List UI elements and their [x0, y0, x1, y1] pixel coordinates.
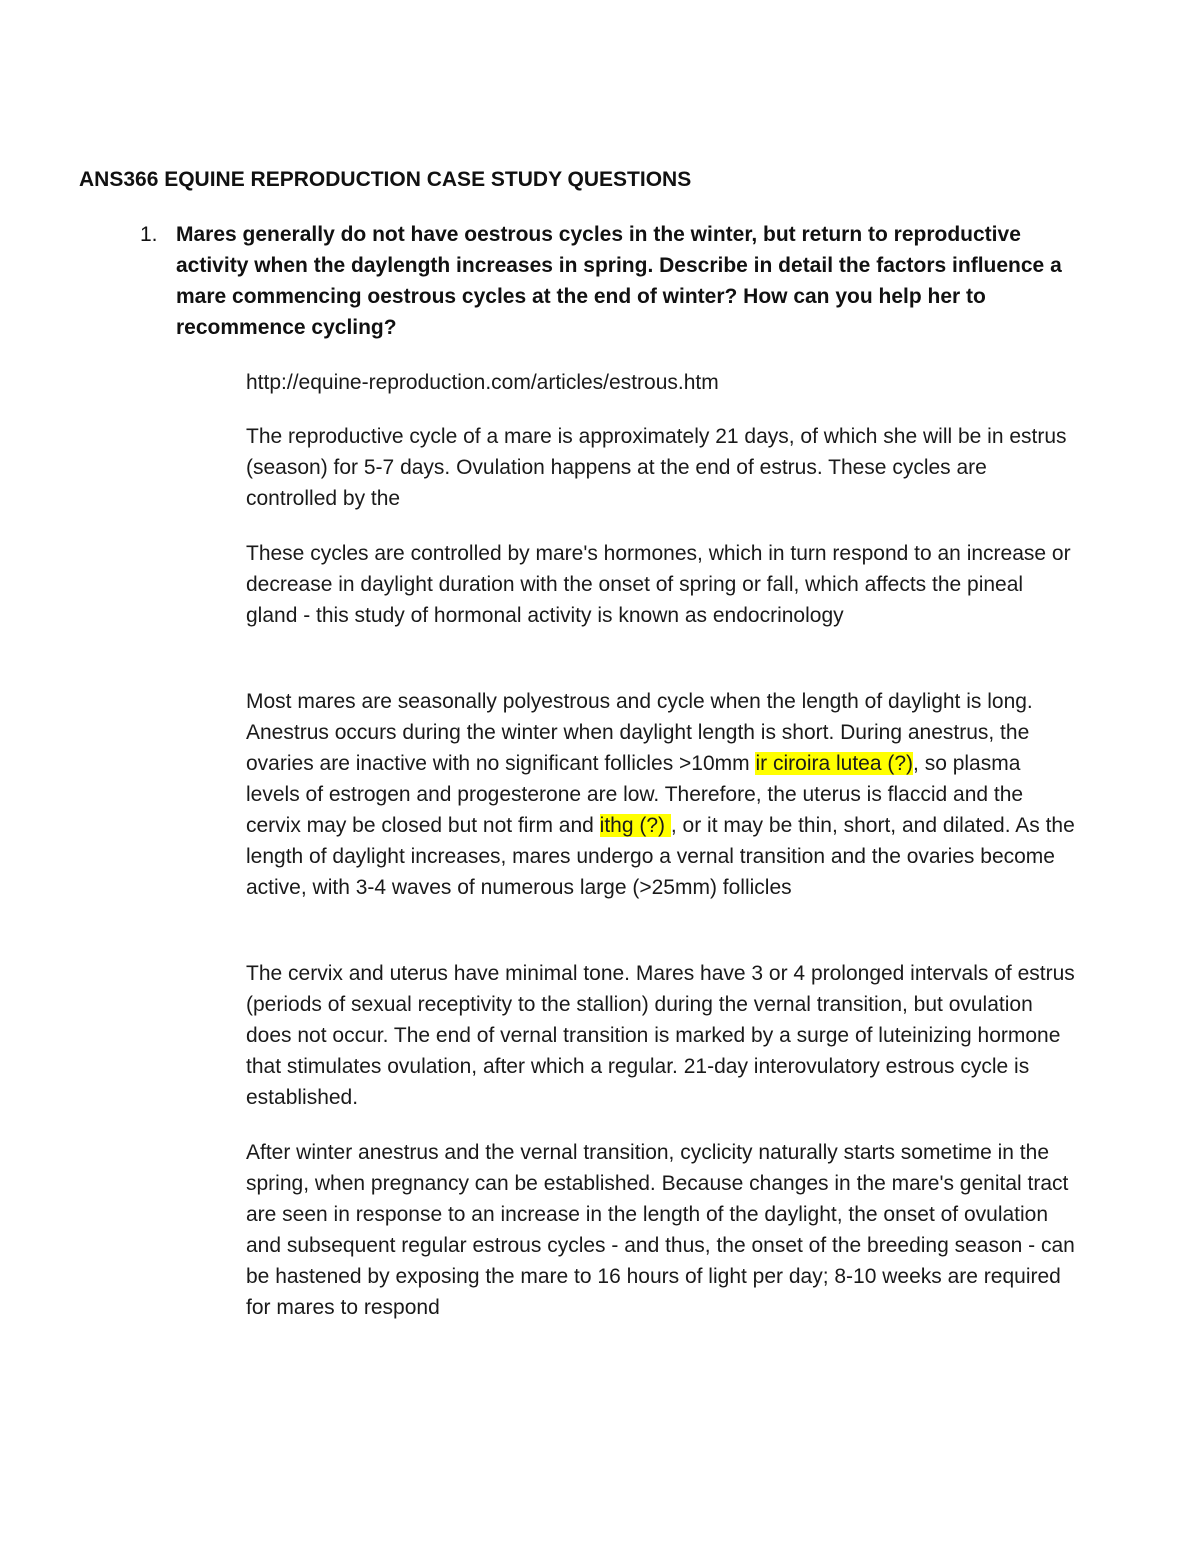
document-title: ANS366 EQUINE REPRODUCTION CASE STUDY QUESTIONS [79, 168, 692, 191]
question-number: 1. [140, 223, 158, 246]
highlighted-text-2: ithg (?) [599, 814, 671, 837]
question-text: Mares generally do not have oestrous cycles in the winter, but return to reproductive activity when the daylength increases in spring. Describe in detail the factors influence a mare commencing oestrous cycles at the end of winter? How can you help her to recommence cycling? [176, 223, 1062, 339]
reference-url: http://equine-reproduction.com/articles/estrous.htm [246, 371, 719, 394]
answer-paragraph-5: After winter anestrus and the vernal transition, cyclicity naturally starts sometime in the spring, when pregnancy can be established. Because changes in the mare's genital tract are seen in response to an increase in the length of the daylight, the onset of ovulation and subsequent regular estrous cycles - and thus, the onset of the breeding season - can be hastened by exposing the mare to 16 hours of light per day; 8-10 weeks are required for mares to respond [246, 1141, 1075, 1319]
answer-paragraph-2: These cycles are controlled by mare's hormones, which in turn respond to an increase or decrease in daylight duration with the onset of spring or fall, which affects the pineal gland - this study of hormonal activity is known as endocrinology [246, 542, 1071, 627]
paragraph-3-text-c: , or it may be thin, short, and dilated. As the length of daylight increases, mares undergo a vernal transition and the ovaries become active, with 3-4 waves of numerous large (>25mm) follicles [246, 814, 1075, 899]
highlighted-text-1: ir ciroira lutea (?) [755, 752, 914, 775]
answer-paragraph-3 [246, 686, 1076, 903]
answer-paragraph-4: The cervix and uterus have minimal tone. Mares have 3 or 4 prolonged intervals of estrus (periods of sexual receptivity to the stallion) during the vernal transition, but ovulation does not occur. The end of vernal transition is marked by a surge of luteinizing hormone that stimulates ovulation, after which a regular. 21-day interovulatory estrous cycle is established. [246, 962, 1075, 1109]
answer-paragraph-1: The reproductive cycle of a mare is approximately 21 days, of which she will be in estrus (season) for 5-7 days. Ovulation happens at the end of estrus. These cycles are controlled by the [246, 425, 1067, 510]
paragraph-3-text-a: Most mares are seasonally polyestrous and cycle when the length of daylight is long. Anestrus occurs during the winter when daylight length is short. During anestrus, the ovaries are inactive with no significant follicles >10mm [246, 690, 1033, 775]
paragraph-3-text-b: , so plasma levels of estrogen and progesterone are low. Therefore, the uterus is flaccid and the cervix may be closed but not firm and [246, 752, 1024, 837]
